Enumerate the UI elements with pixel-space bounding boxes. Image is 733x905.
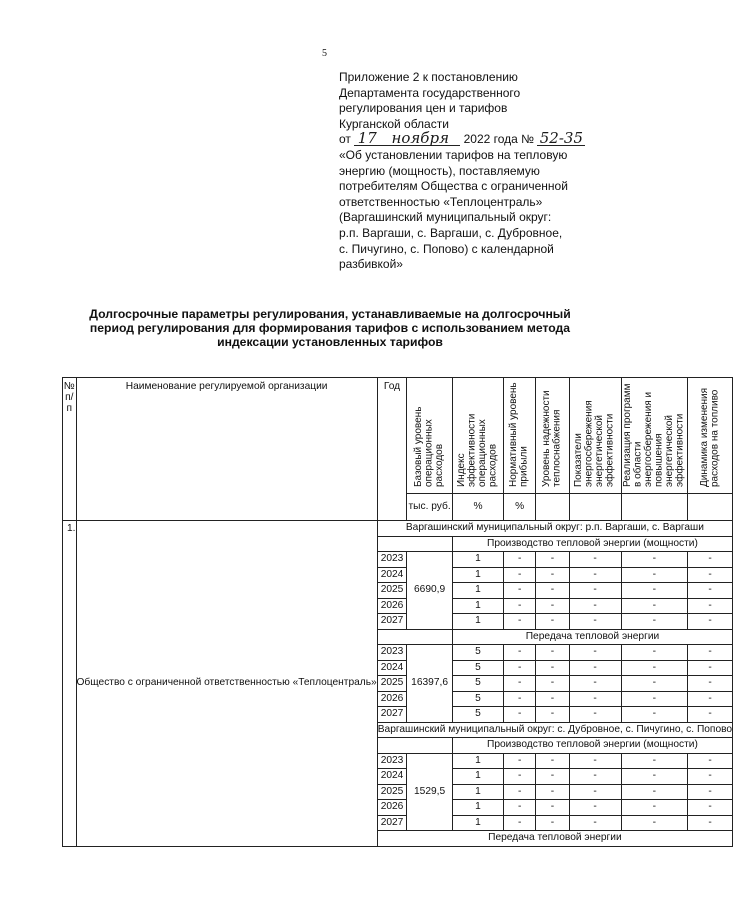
handwritten-month: ноября [380, 132, 460, 146]
programs-cell: - [621, 583, 688, 599]
index-cell: 1 [452, 583, 503, 599]
activity-name: Передача тепловой энергии [452, 629, 732, 645]
header-base-level: Базовый уровень операционных расходов [407, 378, 453, 494]
energy-cell: - [569, 567, 621, 583]
title-line: период регулирования для формирования тарифов с использованием метода [89, 321, 571, 335]
index-cell: 5 [452, 676, 503, 692]
header-programs: Реализация программ в области энергосбережения и повышения энергетической эффективности [621, 378, 688, 494]
index-cell: 1 [452, 552, 503, 568]
appendix-line: Приложение 2 к постановлению [339, 70, 518, 84]
programs-cell: - [621, 691, 688, 707]
energy-cell: - [569, 707, 621, 723]
header-energy-saving: Показатели энергосбережения энергетической эффективности [569, 378, 621, 494]
dynamics-cell: - [688, 815, 733, 831]
unit-empty [621, 494, 688, 521]
subject-line: «Об установлении тарифов на тепловую [339, 147, 568, 162]
year-cell: 2025 [377, 583, 407, 599]
unit-empty [536, 494, 569, 521]
reliability-cell: - [536, 645, 569, 661]
year-cell: 2025 [377, 676, 407, 692]
activity-name: Передача тепловой энергии [377, 831, 732, 847]
header-num: № п/п [63, 378, 77, 521]
organization-name: Общество с ограниченной ответственностью «Теплоцентраль» [76, 521, 377, 847]
programs-cell: - [621, 815, 688, 831]
year-cell: 2027 [377, 815, 407, 831]
profit-cell: - [504, 769, 536, 785]
dynamics-cell: - [688, 598, 733, 614]
profit-cell: - [504, 784, 536, 800]
programs-cell: - [621, 645, 688, 661]
energy-cell: - [569, 583, 621, 599]
profit-cell: - [504, 815, 536, 831]
year-cell: 2027 [377, 707, 407, 723]
dynamics-cell: - [688, 583, 733, 599]
energy-cell: - [569, 552, 621, 568]
dynamics-cell: - [688, 567, 733, 583]
activity-name: Производство тепловой энергии (мощности) [452, 738, 732, 754]
header-organization: Наименование регулируемой организации [76, 378, 377, 521]
year-cell: 2026 [377, 598, 407, 614]
energy-cell: - [569, 784, 621, 800]
reliability-cell: - [536, 769, 569, 785]
index-cell: 5 [452, 660, 503, 676]
programs-cell: - [621, 769, 688, 785]
index-cell: 1 [452, 815, 503, 831]
handwritten-decision-number: 52-35 [537, 132, 585, 146]
unit-index: % [452, 494, 503, 521]
dynamics-cell: - [688, 552, 733, 568]
energy-cell: - [569, 645, 621, 661]
index-cell: 1 [452, 598, 503, 614]
profit-cell: - [504, 567, 536, 583]
index-cell: 1 [452, 784, 503, 800]
reliability-cell: - [536, 784, 569, 800]
dynamics-cell: - [688, 614, 733, 630]
programs-cell: - [621, 567, 688, 583]
activity-spacer [377, 738, 452, 754]
programs-cell: - [621, 707, 688, 723]
reliability-cell: - [536, 598, 569, 614]
unit-profit: % [504, 494, 536, 521]
decision-date-line [339, 129, 619, 148]
energy-cell: - [569, 691, 621, 707]
reliability-cell: - [536, 676, 569, 692]
programs-cell: - [621, 784, 688, 800]
year-cell: 2023 [377, 753, 407, 769]
appendix-line: Департамента государственного [339, 85, 521, 100]
document-title [40, 307, 620, 349]
base-level-cell: 16397,6 [407, 645, 453, 723]
programs-cell: - [621, 676, 688, 692]
handwritten-day: 17 [354, 132, 380, 146]
energy-cell: - [569, 769, 621, 785]
dynamics-cell: - [688, 660, 733, 676]
subject-line: ответственностью «Теплоцентраль» [339, 194, 543, 209]
from-prefix: от [339, 132, 351, 147]
reliability-cell: - [536, 552, 569, 568]
index-cell: 1 [452, 614, 503, 630]
index-cell: 1 [452, 753, 503, 769]
programs-cell: - [621, 552, 688, 568]
year-cell: 2024 [377, 660, 407, 676]
energy-cell: - [569, 660, 621, 676]
year-cell: 2027 [377, 614, 407, 630]
appendix-line: Курганской области [339, 116, 449, 131]
subject-line: энергию (мощность), поставляемую [339, 163, 540, 178]
index-cell: 5 [452, 707, 503, 723]
subject-line: р.п. Варгаши, с. Варгаши, с. Дубровное, [339, 225, 563, 240]
base-level-cell: 1529,5 [407, 753, 453, 831]
header-profit-level: Нормативный уровень прибыли [504, 378, 536, 494]
dynamics-cell: - [688, 645, 733, 661]
reliability-cell: - [536, 567, 569, 583]
dynamics-cell: - [688, 800, 733, 816]
unit-base: тыс. руб. [407, 494, 453, 521]
year-text: 2022 года № [463, 132, 535, 147]
title-line: Долгосрочные параметры регулирования, устанавливаемые на долгосрочный [89, 307, 571, 321]
index-cell: 1 [452, 769, 503, 785]
unit-empty [569, 494, 621, 521]
activity-spacer [377, 536, 452, 552]
subject-line: с. Пичугино, с. Попово) с календарной [339, 241, 554, 256]
profit-cell: - [504, 660, 536, 676]
header-row [63, 378, 733, 494]
index-cell: 1 [452, 567, 503, 583]
parameters-table [62, 377, 733, 847]
reliability-cell: - [536, 614, 569, 630]
profit-cell: - [504, 614, 536, 630]
subject-line: потребителям Общества с ограниченной [339, 179, 568, 194]
profit-cell: - [504, 598, 536, 614]
programs-cell: - [621, 614, 688, 630]
year-cell: 2023 [377, 645, 407, 661]
base-level-cell: 6690,9 [407, 552, 453, 630]
year-cell: 2025 [377, 784, 407, 800]
programs-cell: - [621, 660, 688, 676]
area-name: Варгашинский муниципальный округ: с. Дубровное, с. Пичугино, с. Попово [377, 722, 732, 738]
page-number: 5 [322, 48, 327, 59]
index-cell: 5 [452, 645, 503, 661]
title-line: индексации установленных тарифов [217, 335, 443, 349]
reliability-cell: - [536, 660, 569, 676]
subject-line: (Варгашинский муниципальный округ: [339, 210, 552, 225]
profit-cell: - [504, 707, 536, 723]
header-efficiency-index: Индекс эффективности операционных расходов [452, 378, 503, 494]
reliability-cell: - [536, 753, 569, 769]
profit-cell: - [504, 800, 536, 816]
activity-name: Производство тепловой энергии (мощности) [452, 536, 732, 552]
programs-cell: - [621, 800, 688, 816]
reliability-cell: - [536, 800, 569, 816]
year-cell: 2024 [377, 769, 407, 785]
year-cell: 2026 [377, 691, 407, 707]
index-cell: 5 [452, 691, 503, 707]
area-name: Варгашинский муниципальный округ: р.п. Варгаши, с. Варгаши [377, 521, 732, 537]
header-fuel-dynamics: Динамика изменения расходов на топливо [688, 378, 733, 494]
dynamics-cell: - [688, 691, 733, 707]
reliability-cell: - [536, 583, 569, 599]
area-row [63, 521, 733, 537]
energy-cell: - [569, 598, 621, 614]
energy-cell: - [569, 676, 621, 692]
year-cell: 2024 [377, 567, 407, 583]
energy-cell: - [569, 800, 621, 816]
energy-cell: - [569, 753, 621, 769]
dynamics-cell: - [688, 676, 733, 692]
year-cell: 2026 [377, 800, 407, 816]
profit-cell: - [504, 645, 536, 661]
index-cell: 1 [452, 800, 503, 816]
row-number: 1. [63, 521, 77, 847]
header-reliability: Уровень надежности теплоснабжения [536, 378, 569, 494]
activity-spacer [377, 629, 452, 645]
programs-cell: - [621, 753, 688, 769]
programs-cell: - [621, 598, 688, 614]
unit-empty [688, 494, 733, 521]
year-cell: 2023 [377, 552, 407, 568]
dynamics-cell: - [688, 753, 733, 769]
reliability-cell: - [536, 815, 569, 831]
header-year: Год [377, 378, 407, 521]
profit-cell: - [504, 583, 536, 599]
profit-cell: - [504, 552, 536, 568]
reliability-cell: - [536, 691, 569, 707]
profit-cell: - [504, 753, 536, 769]
subject-line: разбивкой» [339, 257, 403, 272]
profit-cell: - [504, 676, 536, 692]
profit-cell: - [504, 691, 536, 707]
dynamics-cell: - [688, 707, 733, 723]
energy-cell: - [569, 614, 621, 630]
appendix-block [339, 70, 619, 273]
dynamics-cell: - [688, 784, 733, 800]
dynamics-cell: - [688, 769, 733, 785]
energy-cell: - [569, 815, 621, 831]
appendix-line: регулирования цен и тарифов [339, 101, 508, 116]
reliability-cell: - [536, 707, 569, 723]
